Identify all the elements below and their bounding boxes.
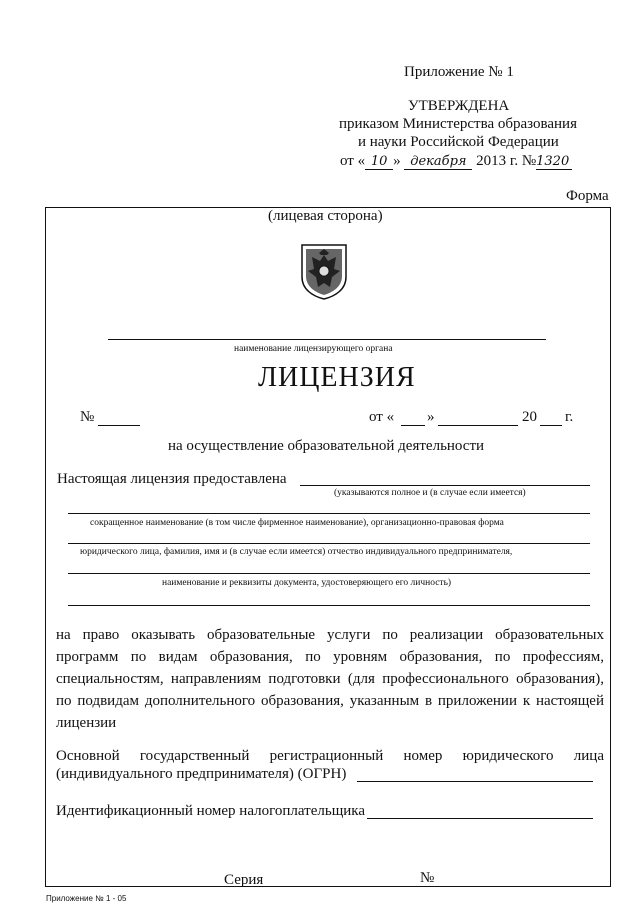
license-title: ЛИЦЕНЗИЯ [258,362,416,393]
authority-caption: наименование лицензирующего органа [234,344,393,354]
date-mid: » [393,153,401,169]
approved-label: УТВЕРЖДЕНА [408,98,510,114]
caption-1: (указываются полное и (в случае если имеется) [334,488,526,498]
order-date-line [340,153,572,170]
date-close-label: » [427,409,435,425]
date-day: 10 [365,154,393,170]
license-year-line [540,425,562,426]
grantee-line-5 [68,605,590,606]
rights-line-5: лицензии [56,715,117,731]
grantee-line-4 [68,573,590,574]
year-suffix: г. [565,409,574,425]
ogrn-line [357,781,593,782]
caption-4: наименование и реквизиты документа, удостоверяющего его личность) [162,578,452,588]
side-label: (лицевая сторона) [268,208,383,224]
form-label: Форма [566,188,609,204]
caption-3: юридического лица, фамилия, имя и (в случае если имеется) отчество индивидуального предпринимателя, [80,547,513,557]
rights-line-3: специальностям, направлениям подготовки (для профессионального образования), [56,671,604,687]
grantee-line-2 [68,513,590,514]
license-day-line [401,425,425,426]
rights-line-2: программ по видам образования, по уровням образования, по профессиям, [56,649,604,665]
series-label: Серия [224,872,264,888]
order-number: 1320 [536,154,572,170]
inn-label: Идентификационный номер налогоплательщика [56,803,366,819]
number-label: № [80,409,95,425]
ogrn-line-2: (индивидуального предпринимателя) (ОГРН) [56,766,347,782]
date-year: 2013 г. № [476,153,537,169]
date-from-label: от « [369,409,395,425]
series-number-label: № [420,870,435,886]
authority-line [108,339,546,340]
date-prefix: от « [340,153,366,169]
ogrn-line-1: Основной государственный регистрационный номер юридического лица [56,748,604,764]
russian-coat-of-arms-icon [300,243,348,301]
number-line [98,425,140,426]
footer-code: Приложение № 1 - 05 [46,894,127,903]
rights-line-1: на право оказывать образовательные услуги по реализации образовательных [56,627,604,643]
rights-line-4: по подвидам дополнительного образования, указанным в приложении к настоящей [56,693,604,709]
caption-2: сокращенное наименование (в том числе фирменное наименование), организационно-правовая форма [90,518,504,528]
grantee-line-3 [68,543,590,544]
license-month-line [438,425,518,426]
date-month: декабря [404,154,472,170]
order-line-2: и науки Российской Федерации [358,134,559,150]
inn-line [367,818,593,819]
activity-text: на осуществление образовательной деятельности [168,438,485,454]
order-line-1: приказом Министерства образования [339,116,577,132]
granted-label: Настоящая лицензия предоставлена [57,471,287,487]
appendix-label: Приложение № 1 [404,64,514,80]
grantee-line-1 [300,485,590,486]
year-prefix: 20 [522,409,537,425]
